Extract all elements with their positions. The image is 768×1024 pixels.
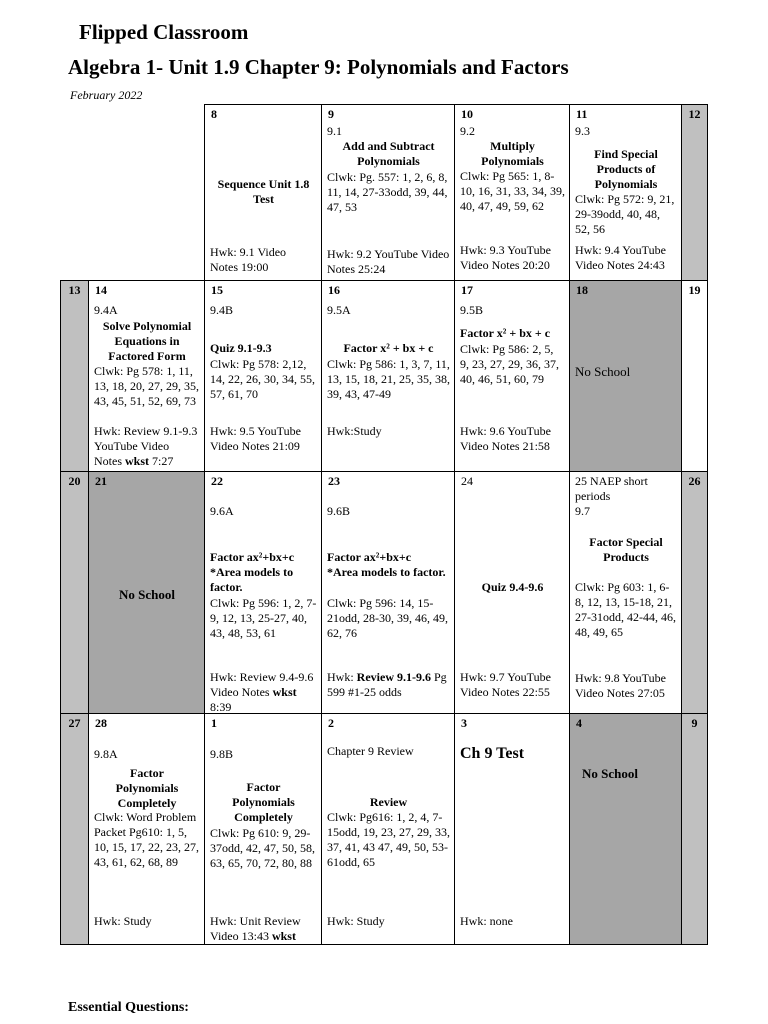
homework-text: Hwk: 9.8 YouTube Video Notes 27:05: [575, 671, 666, 700]
section-label: 9.1: [327, 124, 342, 138]
classwork-text: Clwk: Pg. 557: 1, 2, 6, 8, 11, 14, 27-33odd, 39, 44, 47, 53: [327, 170, 448, 214]
day-cell: [569, 471, 682, 714]
day-cell: [321, 471, 455, 714]
sunday-cell: [60, 713, 89, 945]
day-cell: [321, 280, 455, 472]
homework-text: Hwk: 9.6 YouTube Video Notes 21:58: [460, 424, 551, 453]
section-label: Chapter 9 Review: [327, 744, 414, 758]
day-number: 4: [576, 716, 582, 730]
lesson-title: Quiz 9.4-9.6: [481, 580, 544, 594]
homework-text: Hwk: Review 9.4-9.6 Video Notes wkst 8:39: [210, 670, 314, 714]
lesson-title: Factor ax²+bx+c: [210, 550, 295, 564]
section-label: 9.2: [460, 124, 475, 138]
day-number: 18: [576, 283, 588, 297]
classwork-text: Clwk: Pg 586: 1, 3, 7, 11, 13, 15, 18, 21, 25, 35, 38, 39, 43, 47-49: [327, 357, 450, 401]
saturday-cell: [681, 280, 708, 472]
lesson-title: Factor Polynomials Completely: [115, 766, 179, 810]
day-number: 14: [95, 283, 107, 297]
day-number: 19: [688, 283, 701, 297]
day-number: 24: [461, 474, 473, 488]
no-school-label: No School: [582, 766, 638, 781]
day-cell: [454, 104, 570, 281]
lesson-title: Multiply Polynomials: [481, 139, 544, 168]
saturday-cell: [681, 104, 708, 281]
classwork-text: Clwk: Pg 565: 1, 8-10, 16, 31, 33, 34, 39, 40, 47, 49, 59, 62: [460, 169, 565, 213]
day-number: 26: [688, 474, 701, 488]
lesson-subtitle: *Area models to factor.: [327, 565, 446, 579]
lesson-title: Quiz 9.1-9.3: [210, 341, 272, 355]
lesson-title: Find Special Products of Polynomials: [594, 147, 658, 191]
calendar-date: February 2022: [70, 88, 143, 102]
day-cell: [454, 471, 570, 714]
section-label: 9.3: [575, 124, 590, 138]
day-number: 20: [68, 474, 81, 488]
sunday-cell: [60, 280, 89, 472]
homework-text: Hwk: 9.1 Video Notes 19:00: [210, 245, 287, 274]
section-label: 9.6B: [327, 504, 351, 518]
day-cell: [321, 104, 455, 281]
day-number: 28: [95, 716, 107, 730]
day-cell: [204, 713, 322, 945]
day-number: 13: [68, 283, 81, 297]
classwork-text: Clwk: Word Problem Packet Pg610: 1, 5, 10, 15, 17, 22, 23, 27, 43, 61, 62, 68, 89: [94, 810, 199, 869]
day-number: 3: [461, 716, 467, 730]
day-number: 10: [461, 107, 473, 121]
classwork-text: Clwk: Pg 596: 1, 2, 7-9, 12, 13, 25-27, 40, 43, 48, 53, 61: [210, 596, 317, 640]
classwork-text: Clwk: Pg 586: 2, 5, 9, 23, 27, 29, 36, 37, 40, 46, 51, 60, 79: [460, 342, 559, 386]
page-subtitle: Algebra 1- Unit 1.9 Chapter 9: Polynomials and Factors: [68, 55, 569, 79]
homework-text: Hwk:Study: [327, 424, 382, 438]
classwork-text: Clwk: Pg 572: 9, 21, 29-39odd, 40, 48, 52, 56: [575, 192, 675, 236]
no-school-label: No School: [575, 364, 631, 379]
day-cell: [88, 280, 205, 472]
saturday-cell: [681, 471, 708, 714]
page-title: Flipped Classroom: [79, 20, 249, 44]
day-cell: [321, 713, 455, 945]
no-school-cell: [569, 280, 682, 472]
lesson-title: Add and Subtract Polynomials: [342, 139, 435, 168]
day-cell: [569, 104, 682, 281]
lesson-title: Factor Special Products: [589, 535, 663, 564]
day-number: 23: [328, 474, 340, 488]
no-school-label: No School: [119, 587, 175, 602]
day-number: 1: [211, 716, 217, 730]
homework-text: Hwk: Review 9.1-9.6 Pg 599 #1-25 odds: [327, 670, 447, 699]
day-number: 9: [691, 716, 698, 730]
homework-text: Hwk: none: [460, 914, 513, 928]
classwork-text: Clwk: Pg 596: 14, 15-21odd, 28-30, 39, 46, 49, 62, 76: [327, 596, 448, 640]
homework-text: Hwk: Unit Review Video 13:43 wkst: [210, 914, 301, 943]
sunday-cell: [60, 471, 89, 714]
homework-text: Hwk: Review 9.1-9.3 YouTube Video Notes wkst 7:27: [94, 424, 198, 468]
essential-questions-heading: Essential Questions:: [68, 1000, 189, 1015]
classwork-text: Clwk: Pg616: 1, 2, 4, 7-15odd, 19, 23, 27, 29, 33, 37, 41, 43 47, 49, 50, 53-61odd, 65: [327, 810, 450, 869]
homework-text: Hwk: 9.5 YouTube Video Notes 21:09: [210, 424, 301, 453]
classwork-text: Clwk: Pg 578: 1, 11, 13, 18, 20, 27, 29, 35, 43, 45, 51, 52, 69, 73: [94, 364, 199, 408]
day-number: 9: [328, 107, 334, 121]
day-cell: [204, 280, 322, 472]
section-label: 9.5B: [460, 303, 484, 317]
day-number: 27: [68, 716, 81, 730]
homework-text: Hwk: Study: [94, 914, 152, 928]
day-number: 16: [328, 283, 340, 297]
day-cell: [204, 471, 322, 714]
lesson-title: Factor x² + bx + c: [343, 341, 434, 355]
section-label: 9.6A: [210, 504, 234, 518]
no-school-cell: [569, 713, 682, 945]
lesson-title: Review: [369, 795, 408, 809]
saturday-cell: [681, 713, 708, 945]
section-label: 9.7: [575, 504, 590, 518]
homework-text: Hwk: 9.4 YouTube Video Notes 24:43: [575, 243, 666, 272]
day-number: 25 NAEP short periods: [575, 474, 648, 503]
lesson-title: Solve Polynomial Equations in Factored Form: [102, 319, 192, 363]
section-label: 9.8B: [210, 747, 234, 761]
lesson-title: Ch 9 Test: [460, 745, 525, 762]
section-label: 9.8A: [94, 747, 118, 761]
day-number: 15: [211, 283, 223, 297]
day-cell: [204, 104, 322, 281]
day-cell: [454, 713, 570, 945]
day-number: 2: [328, 716, 334, 730]
homework-text: Hwk: 9.7 YouTube Video Notes 22:55: [460, 670, 551, 699]
lesson-subtitle: *Area models to factor.: [210, 565, 294, 594]
classwork-text: Clwk: Pg 610: 9, 29-37odd, 42, 47, 50, 58, 63, 65, 70, 72, 80, 88: [210, 826, 315, 870]
day-cell: [454, 280, 570, 472]
section-label: 9.5A: [327, 303, 351, 317]
day-number: 12: [688, 107, 701, 121]
homework-text: Hwk: 9.3 YouTube Video Notes 20:20: [460, 243, 551, 272]
lesson-title: Factor x² + bx + c: [460, 326, 551, 340]
section-label: 9.4A: [94, 303, 118, 317]
lesson-title: Sequence Unit 1.8 Test: [217, 177, 310, 206]
homework-text: Hwk: Study: [327, 914, 385, 928]
no-school-cell: [88, 471, 205, 714]
lesson-title: Factor Polynomials Completely: [232, 780, 295, 824]
classwork-text: Clwk: Pg 578: 2,12, 14, 22, 26, 30, 34, 55, 57, 61, 70: [210, 357, 315, 401]
day-number: 11: [576, 107, 588, 121]
day-number: 8: [211, 107, 217, 121]
day-number: 22: [211, 474, 223, 488]
lesson-title: Factor ax²+bx+c: [327, 550, 412, 564]
day-number: 21: [95, 474, 107, 488]
day-number: 17: [461, 283, 473, 297]
section-label: 9.4B: [210, 303, 234, 317]
homework-text: Hwk: 9.2 YouTube Video Notes 25:24: [327, 247, 450, 276]
day-cell: [88, 713, 205, 945]
classwork-text: Clwk: Pg 603: 1, 6-8, 12, 13, 15-18, 21, 27-31odd, 42-44, 46, 48, 49, 65: [575, 580, 676, 639]
